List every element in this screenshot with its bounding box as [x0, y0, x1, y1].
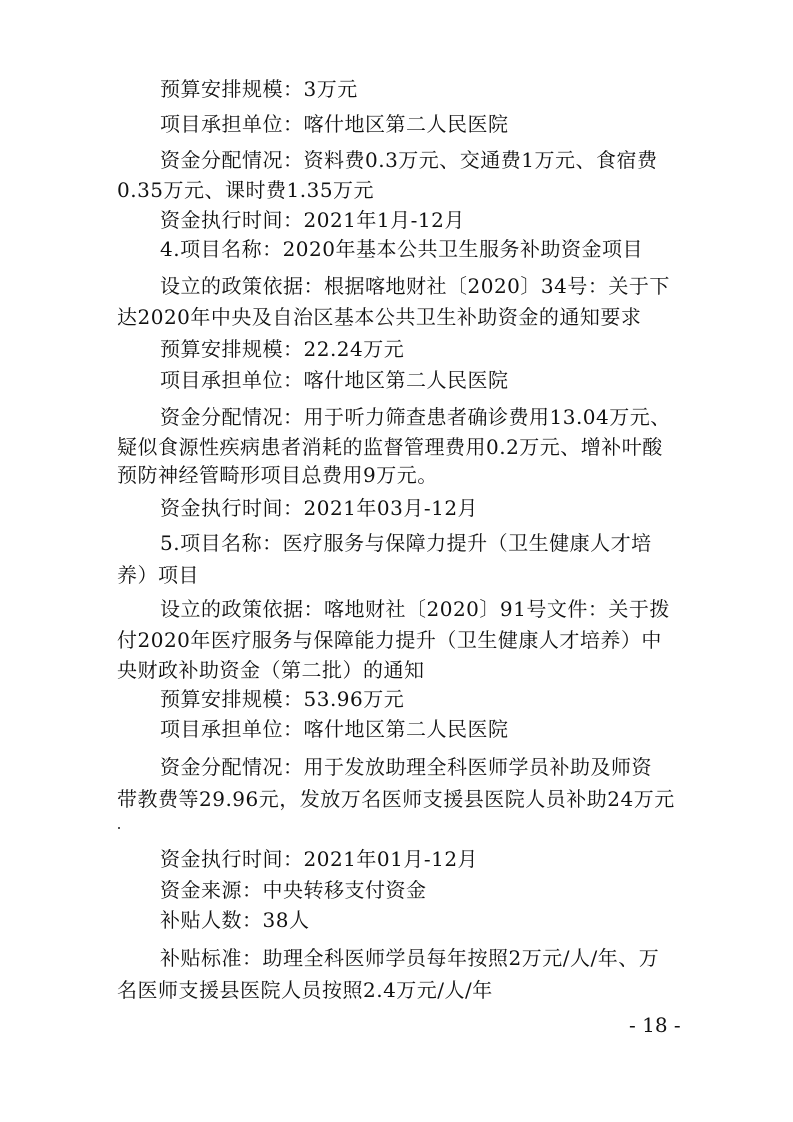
budget-scale-line: 预算安排规模：22.24万元	[160, 337, 405, 361]
fund-allocation-line: 资金分配情况：资料费0.3万元、交通费1万元、食宿费	[160, 148, 658, 172]
undertaking-unit-line: 项目承担单位：喀什地区第二人民医院	[160, 717, 509, 741]
stray-dot	[118, 827, 120, 829]
policy-basis-cont-line: 付2020年医疗服务与保障能力提升（卫生健康人才培养）中	[117, 628, 662, 652]
subsidy-standard-line: 补贴标准：助理全科医师学员每年按照2万元/人/年、万	[160, 946, 660, 970]
fund-allocation-line: 资金分配情况：用于听力筛查患者确诊费用13.04万元、	[160, 405, 671, 429]
budget-scale-line: 预算安排规模：3万元	[160, 77, 358, 101]
page-number: - 18 -	[629, 1013, 681, 1037]
policy-basis-cont-line: 达2020年中央及自治区基本公共卫生补助资金的通知要求	[117, 305, 642, 329]
project-5-title: 5.项目名称：医疗服务与保障力提升（卫生健康人才培	[160, 531, 652, 555]
policy-basis-cont-line: 央财政补助资金（第二批）的通知	[117, 658, 425, 682]
policy-basis-line: 设立的政策依据：根据喀地财社〔2020〕34号：关于下	[160, 274, 670, 298]
fund-source-line: 资金来源：中央转移支付资金	[160, 878, 427, 902]
subsidy-standard-cont-line: 名医师支援县医院人员按照2.4万元/人/年	[117, 978, 493, 1002]
execution-time-line: 资金执行时间：2021年03月-12月	[160, 496, 479, 520]
execution-time-line: 资金执行时间：2021年01月-12月	[160, 847, 479, 871]
undertaking-unit-line: 项目承担单位：喀什地区第二人民医院	[160, 112, 509, 136]
fund-allocation-cont-line: 带教费等29.96元，发放万名医师支援县医院人员补助24万元	[117, 787, 675, 811]
fund-allocation-cont-line: 预防神经管畸形项目总费用9万元。	[117, 463, 438, 487]
subsidy-count-line: 补贴人数：38人	[160, 908, 310, 932]
undertaking-unit-line: 项目承担单位：喀什地区第二人民医院	[160, 368, 509, 392]
fund-allocation-cont-line: 疑似食源性疾病患者消耗的监督管理费用0.2万元、增补叶酸	[117, 435, 663, 459]
policy-basis-line: 设立的政策依据：喀地财社〔2020〕91号文件：关于拨	[160, 597, 670, 621]
execution-time-line: 资金执行时间：2021年1月-12月	[160, 208, 465, 232]
project-5-title-cont: 养）项目	[117, 563, 199, 587]
fund-allocation-cont-line: 0.35万元、课时费1.35万元	[117, 178, 375, 202]
budget-scale-line: 预算安排规模：53.96万元	[160, 687, 405, 711]
fund-allocation-line: 资金分配情况：用于发放助理全科医师学员补助及师资	[160, 755, 652, 779]
project-4-title: 4.项目名称：2020年基本公共卫生服务补助资金项目	[160, 237, 643, 261]
